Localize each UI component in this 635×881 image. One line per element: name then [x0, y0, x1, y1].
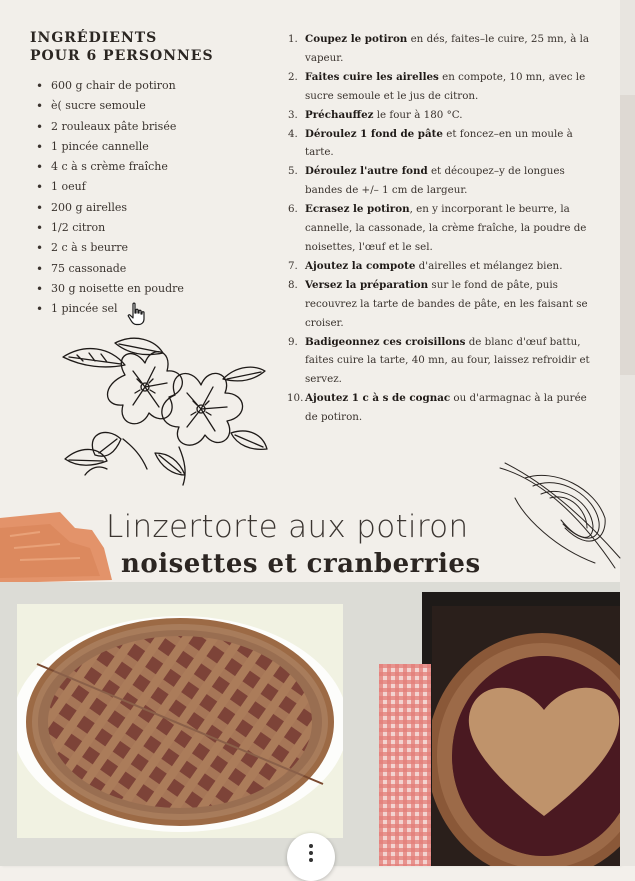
- step-action: Badigeonnez ces croisillons: [305, 335, 466, 348]
- ingredient-item: • 4 c à s crème fraîche: [34, 157, 184, 177]
- step-text: et foncez–en un moule à tarte.: [305, 127, 573, 159]
- step-text: le four à 180 °C.: [373, 108, 463, 121]
- ingredient-item: • 2 c à s beurre: [34, 238, 184, 258]
- more-vertical-icon: [309, 851, 313, 855]
- step-text: , en y incorporant le beurre, la cannelle, la cassonade, la crème fraîche, la poudre de noisettes, l'œuf et le sel.: [305, 203, 587, 253]
- recipe-title-line1: Linzertorte aux potiron: [106, 509, 469, 545]
- step-text: ou d'armagnac à la purée de potiron.: [305, 392, 587, 424]
- step-text: en compote, 10 mn, avec le sucre semoule et le jus de citron.: [305, 70, 586, 102]
- ingredient-item: • 1/2 citron: [34, 218, 184, 238]
- step-number: 9.: [288, 335, 298, 348]
- step-action: Déroulez 1 fond de pâte: [305, 127, 443, 140]
- step-item: [288, 276, 598, 333]
- step-number: 10.: [287, 392, 304, 405]
- step-action: Ajoutez 1 c à s de cognac: [305, 392, 451, 405]
- step-item: [288, 389, 598, 427]
- step-text: sur le fond de pâte, puis recouvrez la tarte de bandes de pâte, en les faisant se croiser.: [305, 278, 588, 329]
- linzertorte-photo: [17, 604, 343, 838]
- ingredient-item: • 30 g noisette en poudre: [34, 279, 184, 299]
- heart-tart-photo: [432, 606, 620, 866]
- ingredient-item: • 75 cassonade: [34, 259, 184, 279]
- ingredients-heading-line1: INGRÉDIENTS: [30, 30, 158, 46]
- steps-list: [288, 30, 598, 427]
- gingham-napkin: [379, 664, 431, 866]
- step-number: 5.: [288, 165, 298, 178]
- step-action: Préchauffez: [305, 108, 374, 121]
- ingredients-heading: [30, 29, 260, 65]
- ingredient-item: • è( sucre semoule: [34, 96, 184, 116]
- more-options-button[interactable]: [287, 833, 335, 881]
- step-action: Ajoutez la compote: [305, 259, 416, 272]
- step-item: [288, 106, 598, 125]
- step-number: 3.: [288, 108, 298, 121]
- step-number: 4.: [288, 127, 298, 140]
- ingredients-list: [34, 76, 184, 320]
- step-item: [288, 30, 598, 68]
- step-item: [288, 200, 598, 257]
- more-vertical-icon: [309, 858, 313, 862]
- step-item: [288, 68, 598, 106]
- step-text: de blanc d'œuf battu, faites cuire la tarte, 40 mn, au four, laissez refroidir et servez.: [305, 335, 590, 386]
- recipe-title-line2: noisettes et cranberries: [121, 549, 481, 579]
- ingredient-item: • 1 oeuf: [34, 177, 184, 197]
- lemon-decoration: [0, 488, 120, 588]
- step-action: Faites cuire les airelles: [305, 70, 439, 83]
- step-action: Ecrasez le potiron: [305, 203, 410, 216]
- step-text: et découpez–y de longues bandes de +/– 1 cm de largeur.: [305, 165, 565, 197]
- flower-illustration: [55, 335, 270, 490]
- ingredient-item: • 200 g airelles: [34, 198, 184, 218]
- step-action: Coupez le potiron: [305, 33, 408, 45]
- ingredient-item: • 600 g chair de potiron: [34, 76, 184, 96]
- step-action: Versez la préparation: [305, 278, 429, 291]
- scrollbar-thumb[interactable]: [620, 95, 635, 375]
- ingredient-item: • 1 pincée sel: [34, 299, 184, 319]
- step-number: 1.: [288, 33, 298, 45]
- step-number: 8.: [288, 278, 298, 291]
- whisk-illustration: [495, 458, 625, 578]
- step-action: Déroulez l'autre fond: [305, 165, 428, 178]
- hand-pointer-icon: [126, 302, 148, 326]
- step-number: 2.: [288, 70, 298, 83]
- step-item: [288, 257, 598, 276]
- step-text: en dés, faites–le cuire, 25 mn, à la vapeur.: [305, 33, 590, 64]
- ingredient-item: • 2 rouleaux pâte brisée: [34, 117, 184, 137]
- more-vertical-icon: [309, 844, 313, 848]
- step-item: [288, 162, 598, 200]
- ingredients-heading-line2: POUR 6 PERSONNES: [30, 48, 214, 64]
- step-number: 6.: [288, 203, 298, 216]
- step-item: [288, 125, 598, 163]
- step-text: d'airelles et mélangez bien.: [415, 259, 563, 272]
- step-number: 7.: [288, 259, 298, 272]
- scrollbar-track[interactable]: [620, 0, 635, 866]
- step-item: [288, 333, 598, 390]
- ingredient-item: • 1 pincée cannelle: [34, 137, 184, 157]
